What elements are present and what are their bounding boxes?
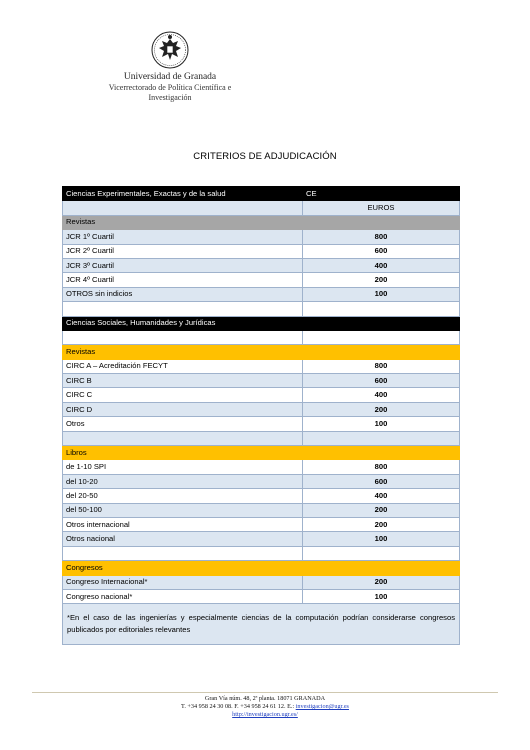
spacer-row — [63, 546, 460, 560]
table-row: CIRC A – Acreditación FECYT 800 — [63, 359, 460, 373]
university-crest-icon — [150, 30, 190, 70]
email-link[interactable]: investigacion@ugr.es — [295, 703, 349, 710]
section-row — [63, 446, 460, 460]
table-row: Congreso Internacional* 200 — [63, 575, 460, 589]
header-field: Ciencias Sociales, Humanidades y Jurídicas — [63, 316, 303, 330]
table-row: JCR 4º Cuartil 200 — [63, 273, 460, 287]
header-code: CE — [303, 187, 460, 201]
table-row: JCR 2º Cuartil 600 — [63, 244, 460, 258]
table-row: Otros 100 — [63, 417, 460, 431]
section-label: Revistas — [63, 345, 303, 359]
section-label: Revistas — [63, 215, 303, 229]
spacer-row — [63, 330, 460, 344]
table-header-row — [63, 187, 460, 201]
table-header-row — [63, 316, 460, 330]
footnote-text: *En el caso de las ingenierías y especialmente ciencias de la computación podrían considerarse congresos publicados por editoriales relevantes — [63, 604, 460, 645]
table-row: de 1-10 SPI 800 — [63, 460, 460, 474]
table-row: CIRC B 600 — [63, 374, 460, 388]
letterhead — [80, 30, 260, 103]
table-row: Otros nacional 100 — [63, 532, 460, 546]
table-row: JCR 3º Cuartil 400 — [63, 258, 460, 272]
table-row: del 20-50 400 — [63, 489, 460, 503]
section-row — [63, 215, 460, 229]
org-name: Universidad de Granada — [123, 72, 217, 82]
footer-divider — [32, 692, 498, 693]
org-department: Vicerrectorado de Política Científica e — [108, 83, 232, 92]
unit-row — [63, 201, 460, 215]
website-link[interactable]: http://investigacion.ugr.es/ — [232, 711, 298, 718]
document-title: CRITERIOS DE ADJUDICACIÓN — [193, 151, 337, 162]
header-field: Ciencias Experimentales, Exactas y de la salud — [63, 187, 303, 201]
unit-label: EUROS — [303, 201, 460, 215]
table-row: del 50-100 200 — [63, 503, 460, 517]
table-row: Otros internacional 200 — [63, 517, 460, 531]
table-row: CIRC C 400 — [63, 388, 460, 402]
table-row: CIRC D 200 — [63, 402, 460, 416]
spacer-row — [63, 302, 460, 316]
footer-website — [0, 711, 530, 719]
spacer-row — [63, 431, 460, 445]
footer-contact: T. +34 958 24 30 08. F. +34 958 24 61 12. E.: investigacion@ugr.es — [181, 703, 349, 710]
footnote-row — [63, 604, 460, 645]
footer-address: Gran Vía núm. 48, 2ª planta. 18071 GRANADA — [204, 695, 326, 702]
footer — [0, 695, 530, 719]
section-row — [63, 345, 460, 359]
org-department-line2: Investigación — [148, 93, 192, 102]
table-row: del 10-20 600 — [63, 474, 460, 488]
section-label: Libros — [63, 446, 303, 460]
table-row: JCR 1º Cuartil 800 — [63, 230, 460, 244]
criteria-table — [62, 186, 460, 645]
table-row: OTROS sin indicios 100 — [63, 287, 460, 301]
table-row: Congreso nacional* 100 — [63, 589, 460, 603]
section-row — [63, 561, 460, 575]
section-label: Congresos — [63, 561, 303, 575]
